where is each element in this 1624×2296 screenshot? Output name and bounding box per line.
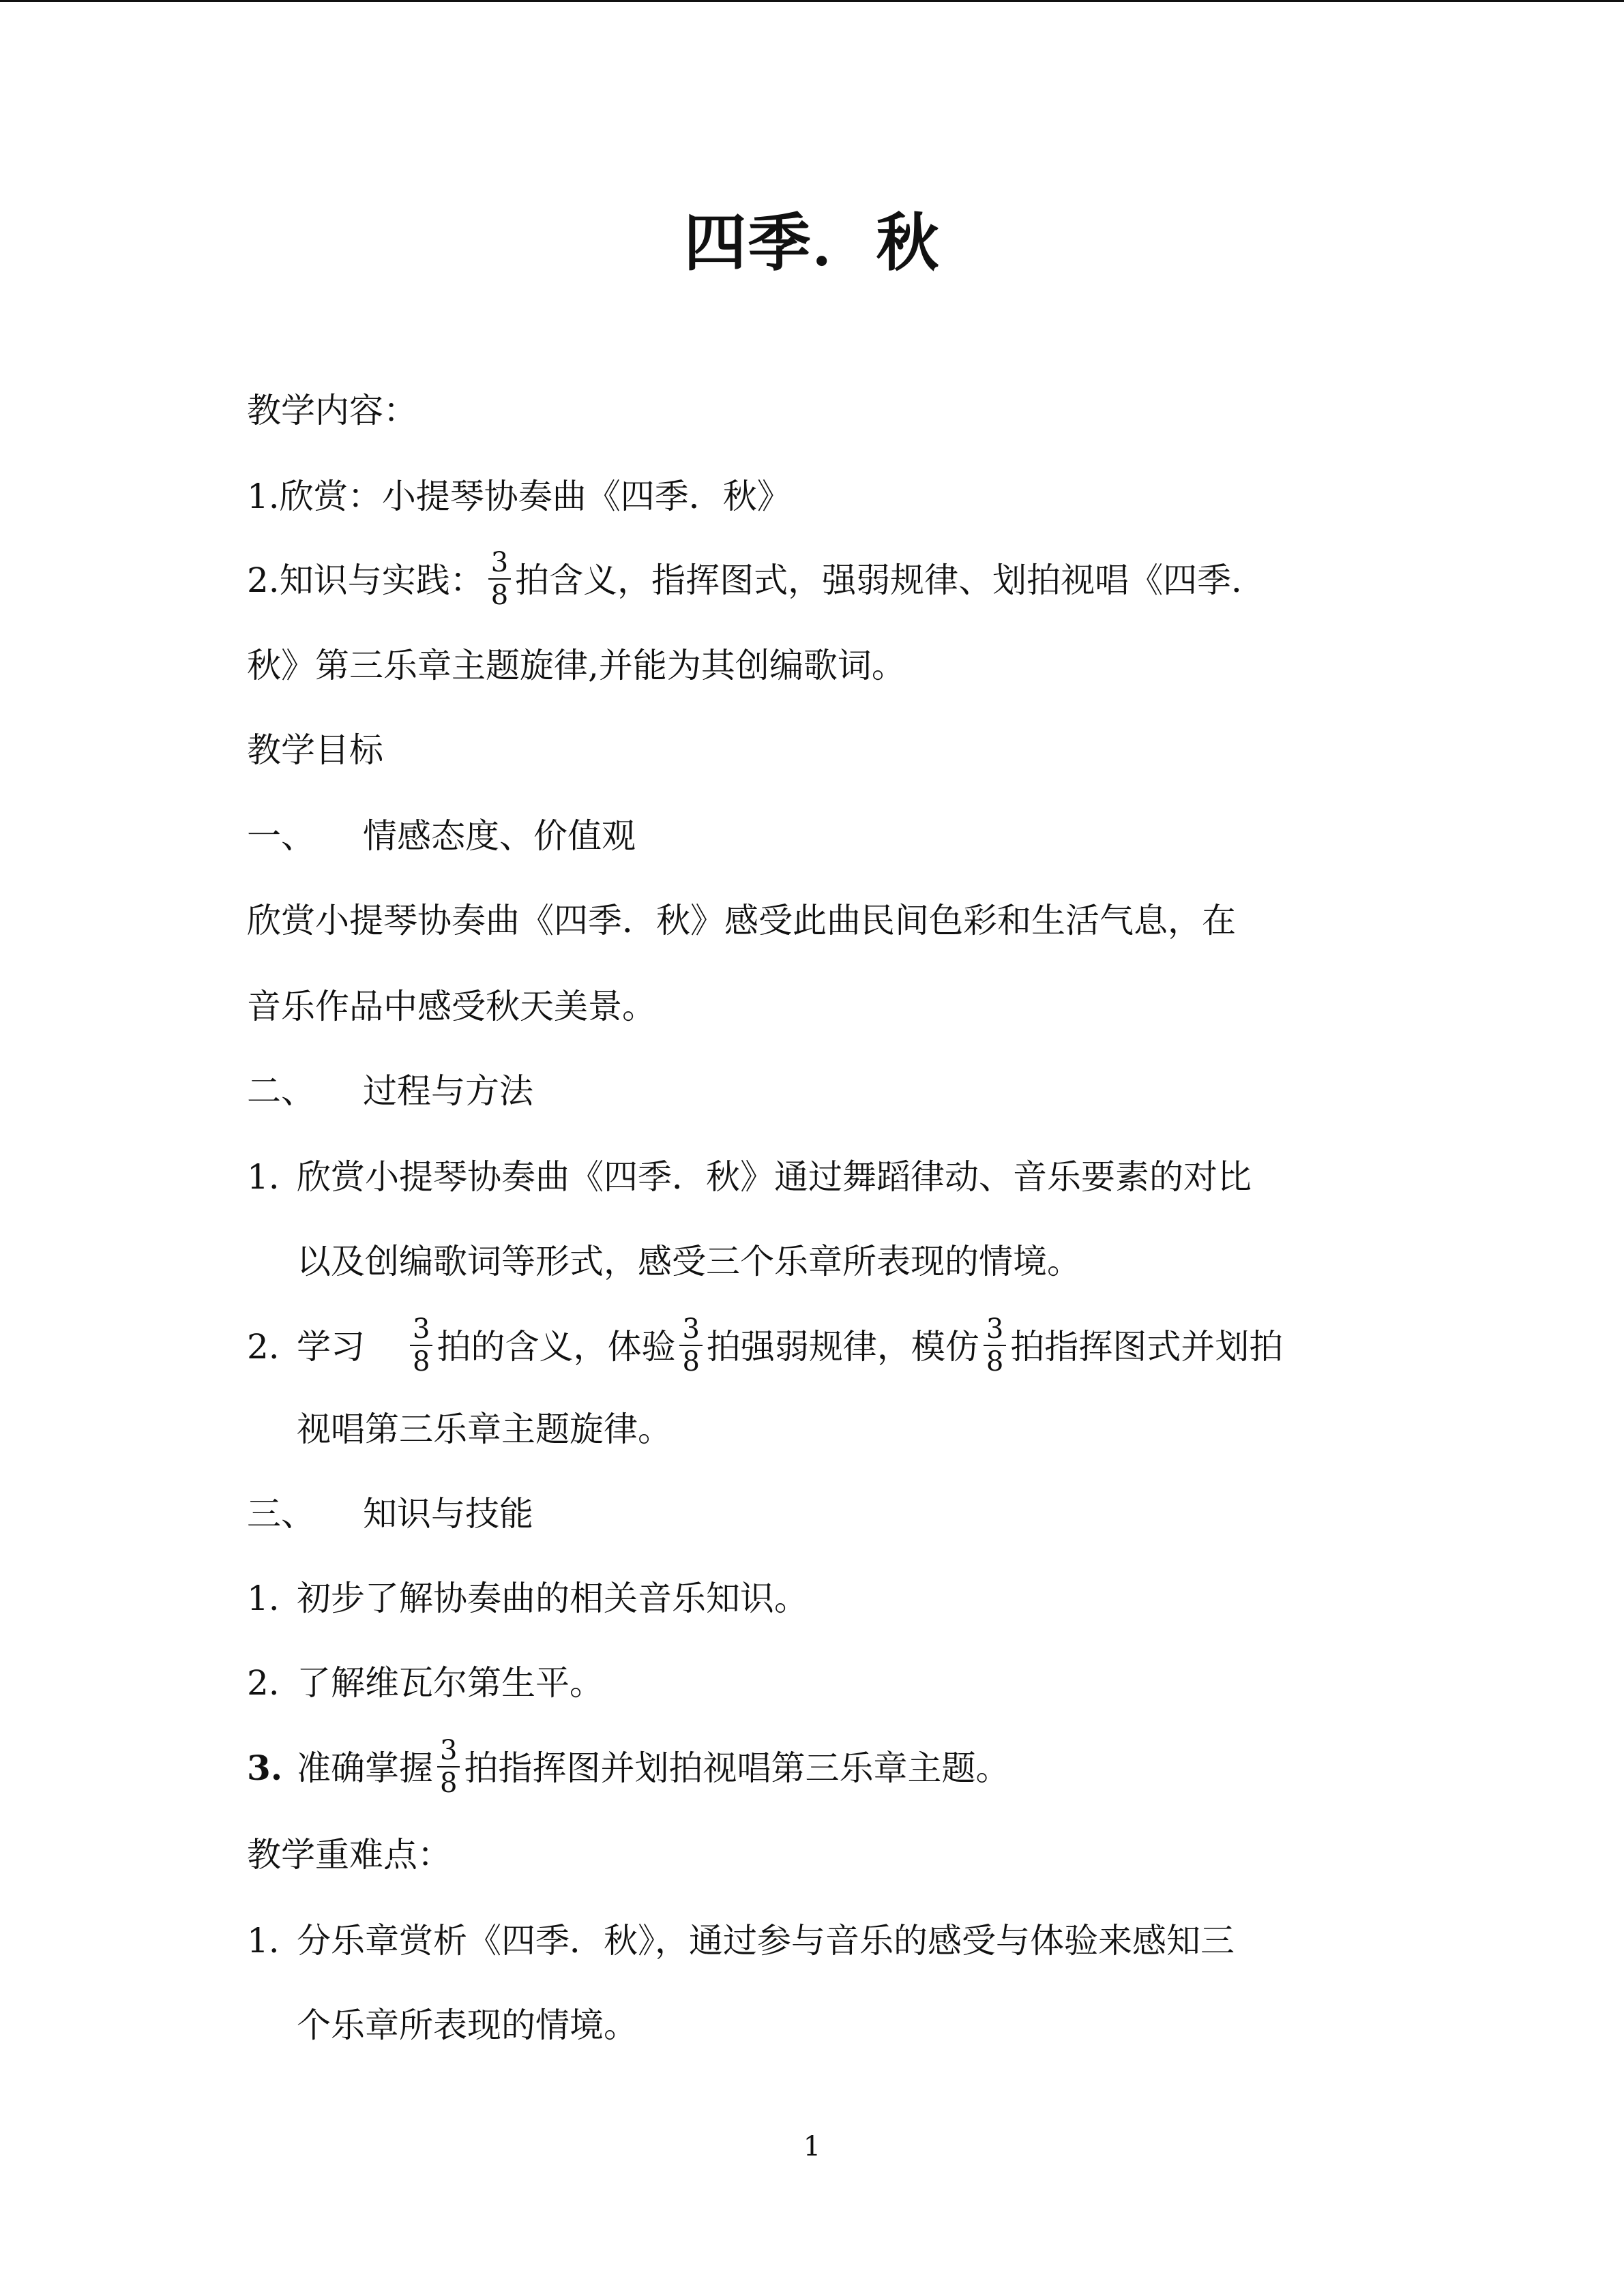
section-2-item-2-part-4: 拍指挥图式并划拍 (1010, 1327, 1284, 1367)
fraction-numerator: 3 (984, 1313, 1006, 1346)
fraction-numerator: 3 (488, 547, 511, 580)
section-1-heading (247, 809, 636, 863)
section-2-heading (247, 1064, 533, 1118)
section-2-item-2-part-1: 学习 (297, 1327, 365, 1367)
section-3-marker: 三、 (247, 1494, 315, 1534)
list-number: 3. (247, 1748, 283, 1788)
fraction-3-8 (410, 1313, 432, 1377)
section-3-item-3 (247, 1735, 1010, 1799)
section-2-item-2-part-3: 拍强弱规律，模仿 (706, 1327, 979, 1367)
section-3-item-3-suffix: 拍指挥图并划拍视唱第三乐章主题。 (464, 1748, 1010, 1788)
section-3-item-3-prefix: 准确掌握 (297, 1748, 433, 1788)
fraction-3-8 (488, 547, 511, 611)
section-1-marker: 一、 (247, 816, 315, 856)
key-points-heading: 教学重难点： (247, 1835, 452, 1875)
content-heading: 教学内容： (247, 391, 417, 430)
section-3-item-2-text: 了解维瓦尔第生平。 (297, 1663, 604, 1703)
key-points-item-1 (247, 1913, 1235, 1968)
section-2-item-1-line-2: 以及创编歌词等形式，感受三个乐章所表现的情境。 (297, 1242, 1081, 1281)
section-2-item-1 (247, 1150, 1252, 1204)
document-title: 四季．秋 (683, 206, 941, 280)
top-border-rule (0, 0, 1624, 2)
section-1-text-line-1: 欣赏小提琴协奏曲《四季．秋》感受此曲民间色彩和生活气息，在 (247, 901, 1236, 940)
list-number: 1. (247, 1157, 280, 1197)
fraction-3-8 (984, 1313, 1006, 1377)
section-2-marker: 二、 (247, 1071, 315, 1111)
fraction-3-8 (679, 1313, 702, 1377)
section-1-title: 情感态度、价值观 (363, 816, 636, 856)
section-3-item-1 (247, 1571, 808, 1626)
fraction-numerator: 3 (679, 1313, 702, 1346)
page-number: 1 (803, 2131, 821, 2162)
section-2-title: 过程与方法 (363, 1071, 533, 1111)
section-3-item-1-text: 初步了解协奏曲的相关音乐知识。 (297, 1579, 808, 1618)
section-2-item-2-line-2: 视唱第三乐章主题旋律。 (297, 1410, 672, 1449)
list-number: 2. (247, 1327, 280, 1367)
section-3-title: 知识与技能 (363, 1494, 533, 1534)
fraction-denominator: 8 (490, 580, 509, 611)
list-number: 1. (247, 1921, 280, 1960)
section-2-item-2 (247, 1313, 1284, 1377)
content-item-2-continuation: 秋》第三乐章主题旋律,并能为其创编歌词。 (247, 646, 906, 685)
content-item-2 (247, 547, 1266, 611)
content-item-2-suffix: 拍含义，指挥图式，强弱规律、划拍视唱《四季． (515, 561, 1266, 600)
fraction-numerator: 3 (437, 1735, 460, 1768)
fraction-3-8 (437, 1735, 460, 1799)
list-number: 2. (247, 1663, 280, 1703)
section-3-item-2 (247, 1656, 604, 1710)
section-1-text-line-2: 音乐作品中感受秋天美景。 (247, 987, 656, 1026)
list-number: 1. (247, 1579, 280, 1618)
objectives-heading: 教学目标 (247, 730, 383, 770)
key-points-item-1-line-2: 个乐章所表现的情境。 (297, 2006, 638, 2045)
fraction-denominator: 8 (440, 1768, 458, 1799)
section-3-heading (247, 1487, 533, 1541)
fraction-denominator: 8 (682, 1346, 700, 1377)
fraction-numerator: 3 (410, 1313, 432, 1346)
key-points-item-1-line-1: 分乐章赏析《四季．秋》，通过参与音乐的感受与体验来感知三 (297, 1921, 1235, 1960)
fraction-denominator: 8 (413, 1346, 430, 1377)
section-2-item-1-line-1: 欣赏小提琴协奏曲《四季．秋》通过舞蹈律动、音乐要素的对比 (297, 1157, 1252, 1197)
section-2-item-2-part-2: 拍的含义，体验 (437, 1327, 676, 1367)
fraction-denominator: 8 (986, 1346, 1004, 1377)
content-item-2-prefix: 2.知识与实践： (247, 561, 484, 600)
content-item-1: 1.欣赏：小提琴协奏曲《四季．秋》 (247, 477, 791, 516)
